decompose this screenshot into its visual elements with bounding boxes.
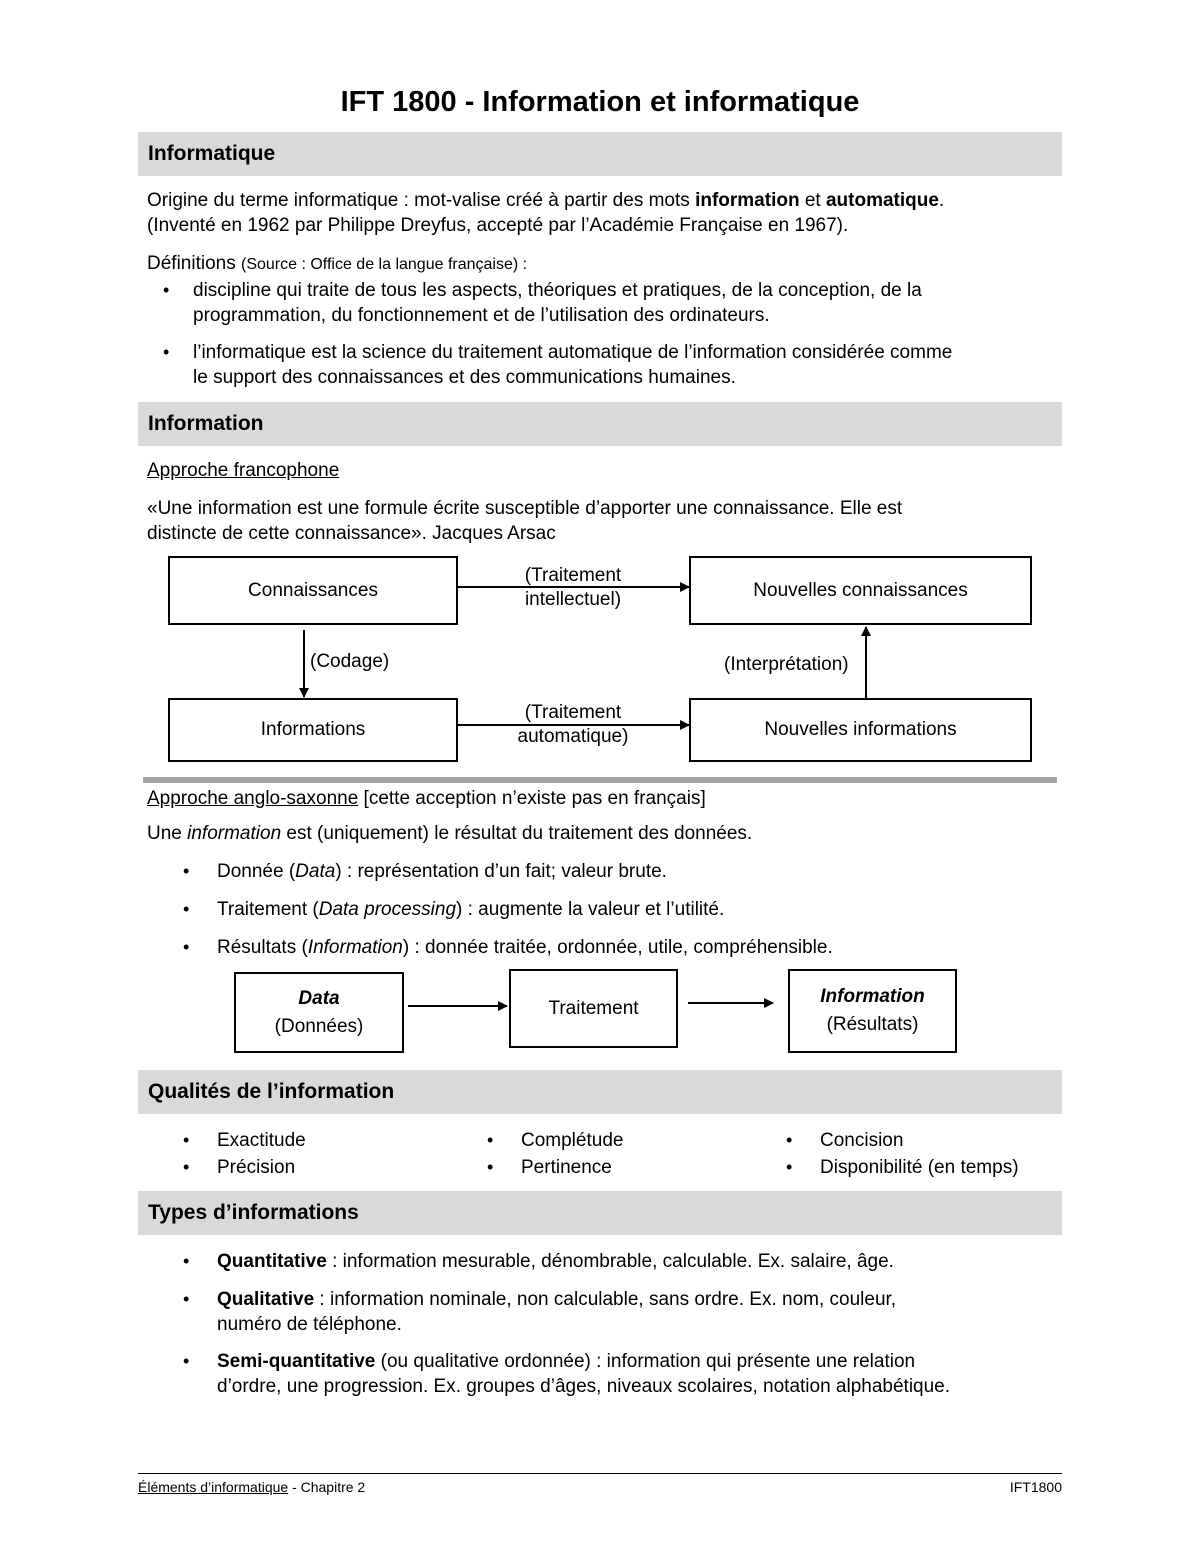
def1-line1: discipline qui traite de tous les aspects, théoriques et pratiques, de la conception, de la (193, 280, 922, 301)
section-separator (143, 777, 1057, 783)
box-data (234, 972, 404, 1053)
footer-chapter: - Chapitre 2 (288, 1479, 366, 1495)
bullet-dot: • (183, 861, 190, 881)
bullet-dot: • (786, 1130, 793, 1150)
origin-mid: et (799, 190, 826, 211)
origin-prefix: Origine du terme informatique : mot-valise créé à partir des mots (147, 190, 696, 211)
bullet-dot: • (163, 342, 170, 362)
bullet-dot: • (163, 280, 170, 300)
label-traitement-intellectuel (493, 564, 653, 612)
approach-anglo-note: [cette acception n’existe pas en français] (358, 788, 706, 809)
b1-italic: Data (295, 861, 336, 882)
label-interpretation: (Interprétation) (724, 654, 849, 675)
definitions-label-text: Définitions (147, 253, 241, 274)
box-traitement: Traitement (509, 969, 678, 1048)
bullet-dot: • (786, 1157, 793, 1177)
approach-anglo-line (147, 786, 706, 811)
bullet-dot: • (183, 1157, 190, 1177)
type-qualitative-desc2: numéro de téléphone. (217, 1314, 402, 1335)
data-bullet-1 (217, 859, 667, 884)
b1-post: ) : représentation d’un fait; valeur brute. (335, 861, 667, 882)
type-semi-desc2: d’ordre, une progression. Ex. groupes d’âges, niveaux scolaires, notation alphabétique. (217, 1376, 951, 1397)
definitions-label (147, 251, 527, 277)
box-information-sub: (Résultats) (826, 1014, 919, 1035)
page-title: IFT 1800 - Information et informatique (340, 86, 860, 118)
box-data-title: Data (298, 987, 340, 1009)
label-traitement-auto-1: (Traitement (524, 702, 622, 723)
quote-line1: «Une information est une formule écrite susceptible d’apporter une connaissance. Elle est (147, 498, 903, 519)
b3-italic: Information (307, 937, 403, 958)
definition-item-2 (193, 340, 952, 390)
b3-pre: Résultats ( (217, 937, 308, 958)
type-quantitative (217, 1249, 894, 1274)
box-connaissances: Connaissances (168, 556, 458, 625)
b2-pre: Traitement ( (217, 899, 319, 920)
section-heading-qualites: Qualités de l’information (138, 1070, 1062, 1114)
box-data-sub: (Données) (274, 1015, 364, 1037)
b3-post: ) : donnée traitée, ordonnée, utile, compréhensible. (402, 937, 833, 958)
b1-pre: Donnée ( (217, 861, 296, 882)
def-suffix: est (uniquement) le résultat du traitement des données. (281, 823, 753, 844)
box-nouvelles-connaissances: Nouvelles connaissances (689, 556, 1032, 625)
box-informations: Informations (168, 698, 458, 762)
def-italic: information (187, 823, 282, 844)
quality-exactitude: Exactitude (217, 1130, 306, 1151)
box-nouvelles-informations: Nouvelles informations (689, 698, 1032, 762)
type-semi-desc: (ou qualitative ordonnée) : information qui présente une relation (375, 1351, 916, 1372)
type-semi-quantitative (217, 1349, 950, 1399)
bullet-dot: • (183, 937, 190, 957)
bullet-dot: • (183, 899, 190, 919)
type-qualitative-desc: : information nominale, non calculable, sans ordre. Ex. nom, couleur, (314, 1289, 897, 1310)
approach-anglo-title: Approche anglo-saxonne (147, 788, 359, 809)
bullet-dot: • (487, 1130, 494, 1150)
box-information (788, 969, 957, 1053)
def1-line2: programmation, du fonctionnement et de l’utilisation des ordinateurs. (193, 305, 770, 326)
quality-disponibilite: Disponibilité (en temps) (820, 1157, 1019, 1178)
type-quantitative-desc: : information mesurable, dénombrable, calculable. Ex. salaire, âge. (326, 1251, 894, 1272)
section-heading-informatique: Informatique (138, 132, 1062, 176)
bullet-dot: • (183, 1289, 190, 1309)
label-traitement-intellectuel-1: (Traitement (524, 565, 622, 586)
type-qualitative (217, 1287, 896, 1337)
bullet-dot: • (183, 1351, 190, 1371)
bullet-dot: • (183, 1130, 190, 1150)
label-traitement-auto-2: automatique) (517, 726, 629, 747)
label-traitement-intellectuel-2: intellectuel) (524, 589, 622, 610)
quality-concision: Concision (820, 1130, 904, 1151)
def-prefix: Une (147, 823, 188, 844)
footer-divider (138, 1473, 1062, 1474)
footer-course-code: IFT1800 (1009, 1479, 1062, 1495)
origin-word-automatique: automatique (825, 190, 939, 211)
label-codage: (Codage) (310, 651, 390, 672)
origin-line2: (Inventé en 1962 par Philippe Dreyfus, accepté par l’Académie Française en 1967). (147, 215, 849, 236)
box-information-title: Information (820, 986, 925, 1007)
def2-line1: l’informatique est la science du traitement automatique de l’information considérée comme (193, 342, 953, 363)
data-bullet-3 (217, 935, 833, 960)
bullet-dot: • (487, 1157, 494, 1177)
information-definition (147, 821, 752, 846)
label-traitement-automatique (493, 701, 653, 749)
type-quantitative-label: Quantitative (217, 1251, 327, 1272)
data-bullet-2 (217, 897, 724, 922)
b2-post: ) : augmente la valeur et l’utilité. (456, 899, 725, 920)
type-qualitative-label: Qualitative (217, 1289, 315, 1310)
origin-end: . (938, 190, 945, 211)
approach-francophone-title: Approche francophone (147, 460, 340, 481)
definition-item-1 (193, 278, 922, 328)
origin-paragraph (147, 188, 944, 238)
type-semi-label: Semi-quantitative (217, 1351, 376, 1372)
def2-line2: le support des connaissances et des communications humaines. (193, 367, 736, 388)
footer-book-link[interactable]: Éléments d’informatique (138, 1479, 289, 1495)
section-heading-information: Information (138, 402, 1062, 446)
quality-completude: Complétude (521, 1130, 624, 1151)
arsac-quote (147, 496, 902, 546)
quality-pertinence: Pertinence (521, 1157, 612, 1178)
definitions-source: (Source : Office de la langue française) : (241, 256, 528, 273)
origin-word-information: information (695, 190, 800, 211)
b2-italic: Data processing (318, 899, 457, 920)
quality-precision: Précision (217, 1157, 296, 1178)
section-heading-types: Types d’informations (138, 1191, 1062, 1235)
footer-left (138, 1478, 365, 1496)
bullet-dot: • (183, 1251, 190, 1271)
quote-line2: distincte de cette connaissance». Jacques Arsac (147, 523, 556, 544)
